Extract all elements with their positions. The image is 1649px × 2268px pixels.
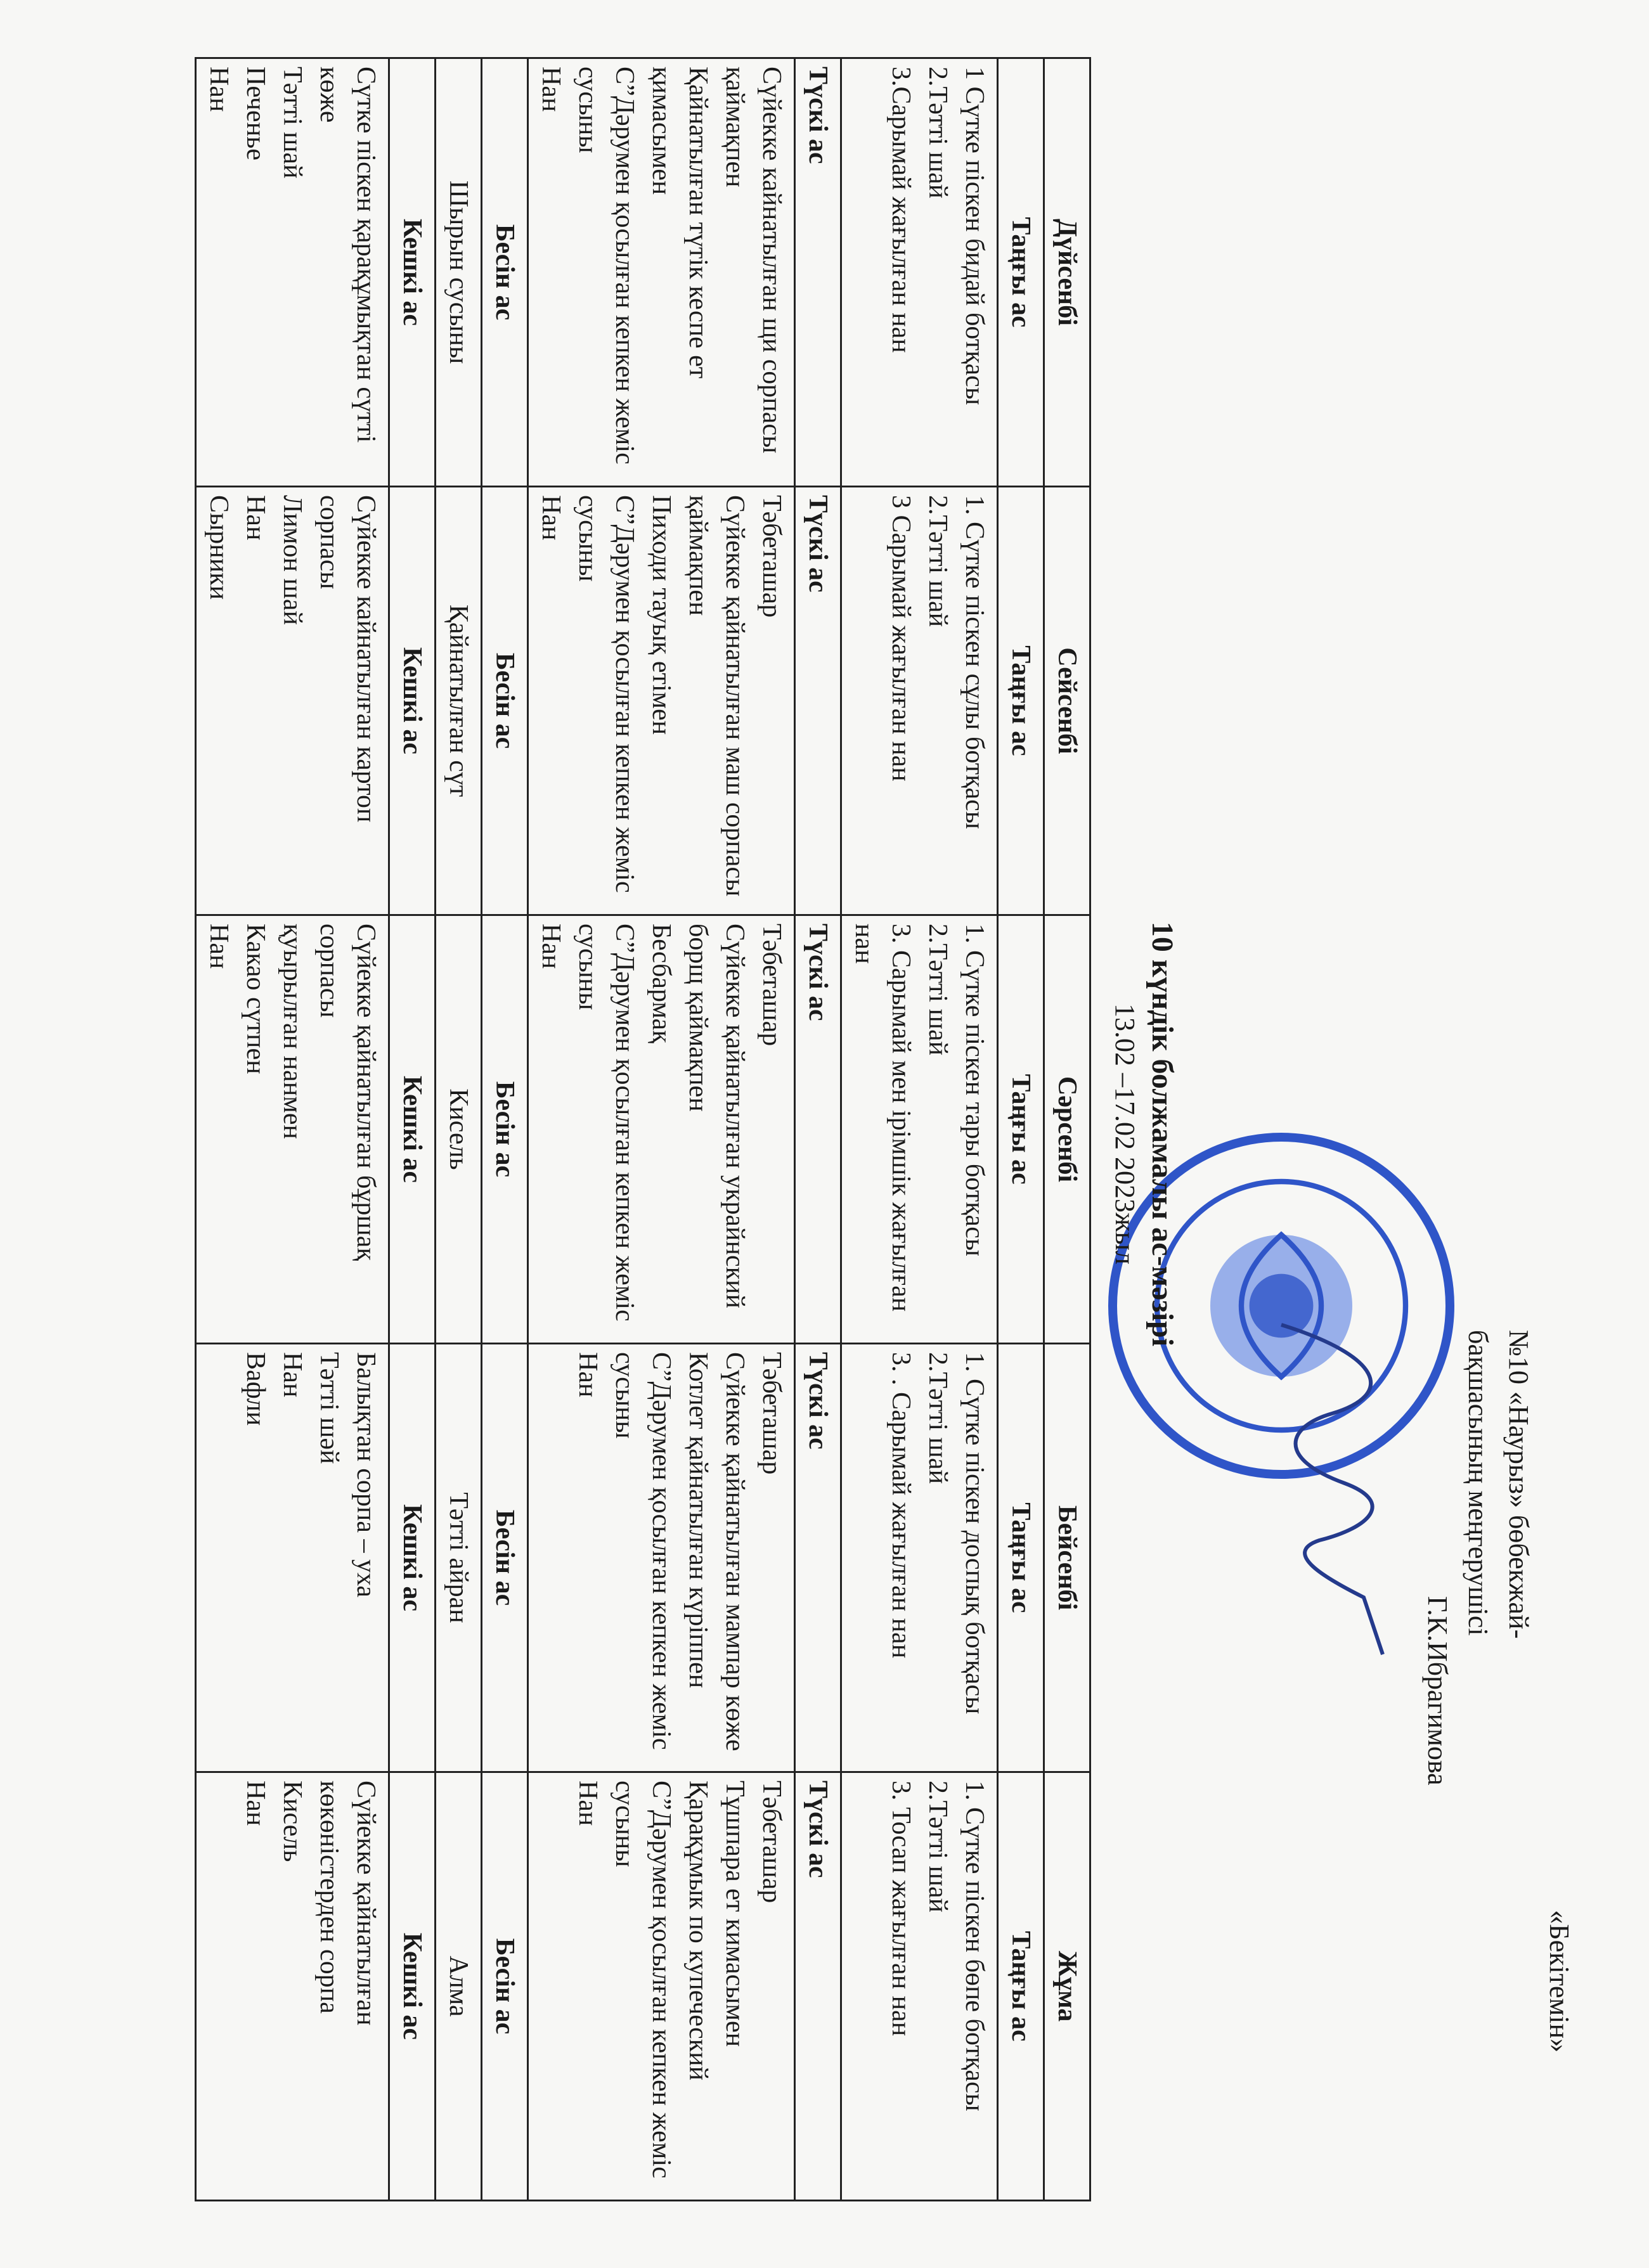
meal-header: Кешкі ас [389,487,436,915]
meal-header: Түскі ас [795,915,841,1344]
menu-item: 3 Сарымай жағылған нан [886,495,915,782]
date-range: 13.02 –17.02 2023жыл [1109,1003,1141,1265]
breakfast-cell [841,487,998,915]
menu-item: Сырники [204,495,233,600]
menu-item: 2.Тәтті шай [923,924,952,1056]
breakfast-cell [841,58,998,487]
snack-cell: Кисель [436,915,482,1344]
menu-item: 2.Тәтті шай [923,1352,952,1485]
menu-item: Сүйекке қайнатылған бұршақ сорпасы [314,924,380,1261]
menu-item: 2.Тәтті шай [923,1781,952,1913]
menu-item: 3. . Сарымай жағылған нан [886,1352,915,1659]
lunch-cell [528,915,795,1344]
meal-header: Түскі ас [795,1344,841,1772]
dinner-cell [196,487,389,915]
menu-item: Вафли [241,1352,270,1426]
meal-header: Таңғы ас [998,58,1044,487]
menu-item: Тұшпара ет кимасымен [720,1781,749,2047]
menu-item: Лимон шай [278,495,307,625]
menu-item: Тәбеташар [757,924,786,1047]
menu-item: Нан [241,1781,270,1826]
menu-item: Сүйекке кайнатылған картоп сорпасы [314,495,380,823]
menu-item: Пиходи тауық етімен [647,495,676,735]
menu-item: Тәтті шай [278,67,307,179]
menu-title-block [1109,0,1180,2268]
meal-header: Түскі ас [795,1772,841,2201]
menu-item: Нан [573,1781,602,1826]
lunch-cell [528,487,795,915]
menu-item: С”Дәрумен қосылған кепкен жеміс сусыны [573,67,639,465]
breakfast-cell [841,1344,998,1772]
lunch-row [528,58,795,2201]
menu-item: Сүйекке қайнатылған украйнский борщ қаймақпен [683,924,749,1308]
snack-row [436,58,482,2201]
menu-item: Тәтті шәй [314,1352,344,1464]
meal-header: Бесін ас [482,487,528,915]
menu-item: С”Дәрумен қосылған кепкен жеміс сусыны [573,495,639,893]
meal-header: Бесін ас [482,1772,528,2201]
dinner-row [196,58,389,2201]
day-header: Сейсенбі [1044,487,1090,915]
menu-item: Нан [536,67,566,112]
menu-item: 3.Сарымай жағылған нан [886,67,915,353]
meal-header: Таңғы ас [998,915,1044,1344]
approval-line: бақшасының меңгерушісі [1463,1330,1494,1636]
menu-item: 1. Сүтке піскен доспық ботқасы [960,1352,989,1715]
breakfast-header-row [998,58,1044,2201]
lunch-header-row [795,58,841,2201]
menu-item: Балықтан сорпа – уха [351,1352,380,1598]
menu-item: Тәбеташар [757,495,786,618]
day-header: Жұма [1044,1772,1090,2201]
menu-item: 3. Тосап жағылған нан [886,1781,915,2037]
menu-item: Сүйекке қайнатылған маш сорпасы қаймақпен [683,495,749,897]
day-header-row [1044,58,1090,2201]
breakfast-cell [841,1772,998,2201]
meal-header: Бесін ас [482,58,528,487]
menu-item: Қайнатылған түтік кеспе ет қимасымен [647,67,713,379]
snack-cell: Шырын сусыны [436,58,482,487]
day-header: Дүйсенбі [1044,58,1090,487]
snack-cell: Алма [436,1772,482,2201]
day-header: Бейсенбі [1044,1344,1090,1772]
menu-item: Нан [204,924,233,969]
snack-header-row [482,58,528,2201]
menu-item: Қарақұмык по купеческий [683,1781,713,2081]
day-header: Сәрсенбі [1044,915,1090,1344]
menu-item: Сүйекке қайнатылған мампар көже [720,1352,749,1751]
menu-item: 3. Сарымай мен ірімшік жағылған нан [850,924,915,1312]
menu-item: 2.Тәтті шай [923,67,952,199]
menu-item: Котлет қайнатылған күріппен [683,1352,713,1689]
meal-header: Түскі ас [795,58,841,487]
menu-item: С”Дәрумен қосылған кепкен жеміс сусыны [610,1781,676,2179]
menu-item: Сүйекке кайнатылған щи сорпасы қаймақпен [720,67,786,454]
menu-item: С”Дәрумен қосылған кепкен жеміс сусыны [573,924,639,1322]
approval-signatory: Г.К.Ибрагимова [1422,1596,1453,1786]
dinner-cell [196,58,389,487]
menu-item: 1 Сүтке піскен бидай ботқасы [960,67,989,406]
menu-item: Нан [241,495,270,541]
dinner-cell [196,1344,389,1772]
menu-item: 2.Тәтті шай [923,495,952,628]
menu-item: Сүтке піскен қарақұмықтан сүтті көже [314,67,380,443]
lunch-cell [528,58,795,487]
meal-header: Таңғы ас [998,487,1044,915]
snack-cell: Қайнатылған сүт [436,487,482,915]
menu-item: Сүйекке қайнатылған көкөністерден сорпа [314,1781,380,2026]
menu-item: Нан [278,1352,307,1398]
meal-header: Кешкі ас [389,1344,436,1772]
snack-cell: Тәтті айран [436,1344,482,1772]
approval-line: «Бекітемін» [1544,1910,1575,2052]
menu-item: С”Дәрумен қосылған кепкен жеміс сусыны [610,1352,676,1750]
dinner-cell [196,1772,389,2201]
menu-item: 1. Сүтке піскен бөпе ботқасы [960,1781,989,2111]
meal-header: Кешкі ас [389,58,436,487]
meal-header: Таңғы ас [998,1772,1044,2201]
menu-table [195,57,1091,2201]
menu-item: 1. Сүтке піскен тары ботқасы [960,924,989,1256]
meal-header: Бесін ас [482,915,528,1344]
meal-header: Түскі ас [795,487,841,915]
menu-item: Тәбеташар [757,1781,786,1904]
lunch-cell [528,1344,795,1772]
dinner-header-row [389,58,436,2201]
signature [1243,1299,1421,1743]
dinner-cell [196,915,389,1344]
page-title: 10 күндік болжамалы ас-мәзірі [1146,921,1179,1347]
approval-line: №10 «Наурыз» бөбекжай- [1503,1330,1534,1639]
menu-item: қуырылған нанмен [278,924,307,1139]
menu-item: Нан [204,67,233,112]
meal-header: Бесін ас [482,1344,528,1772]
menu-item: Тәбеташар [757,1352,786,1475]
menu-item: Кисель [278,1781,307,1862]
meal-header: Таңғы ас [998,1344,1044,1772]
menu-item: Печенье [241,67,270,160]
menu-item: Нан [536,495,566,541]
lunch-cell [528,1772,795,2201]
menu-item: Какао сүтпен [241,924,270,1074]
menu-item: Нан [573,1352,602,1398]
meal-header: Кешкі ас [389,1772,436,2201]
menu-item: 1. Сүтке піскен сұлы ботқасы [960,495,989,830]
meal-header: Кешкі ас [389,915,436,1344]
menu-item: Бесбармақ [647,924,676,1043]
menu-item: Нан [536,924,566,969]
breakfast-cell [841,915,998,1344]
breakfast-row [841,58,998,2201]
